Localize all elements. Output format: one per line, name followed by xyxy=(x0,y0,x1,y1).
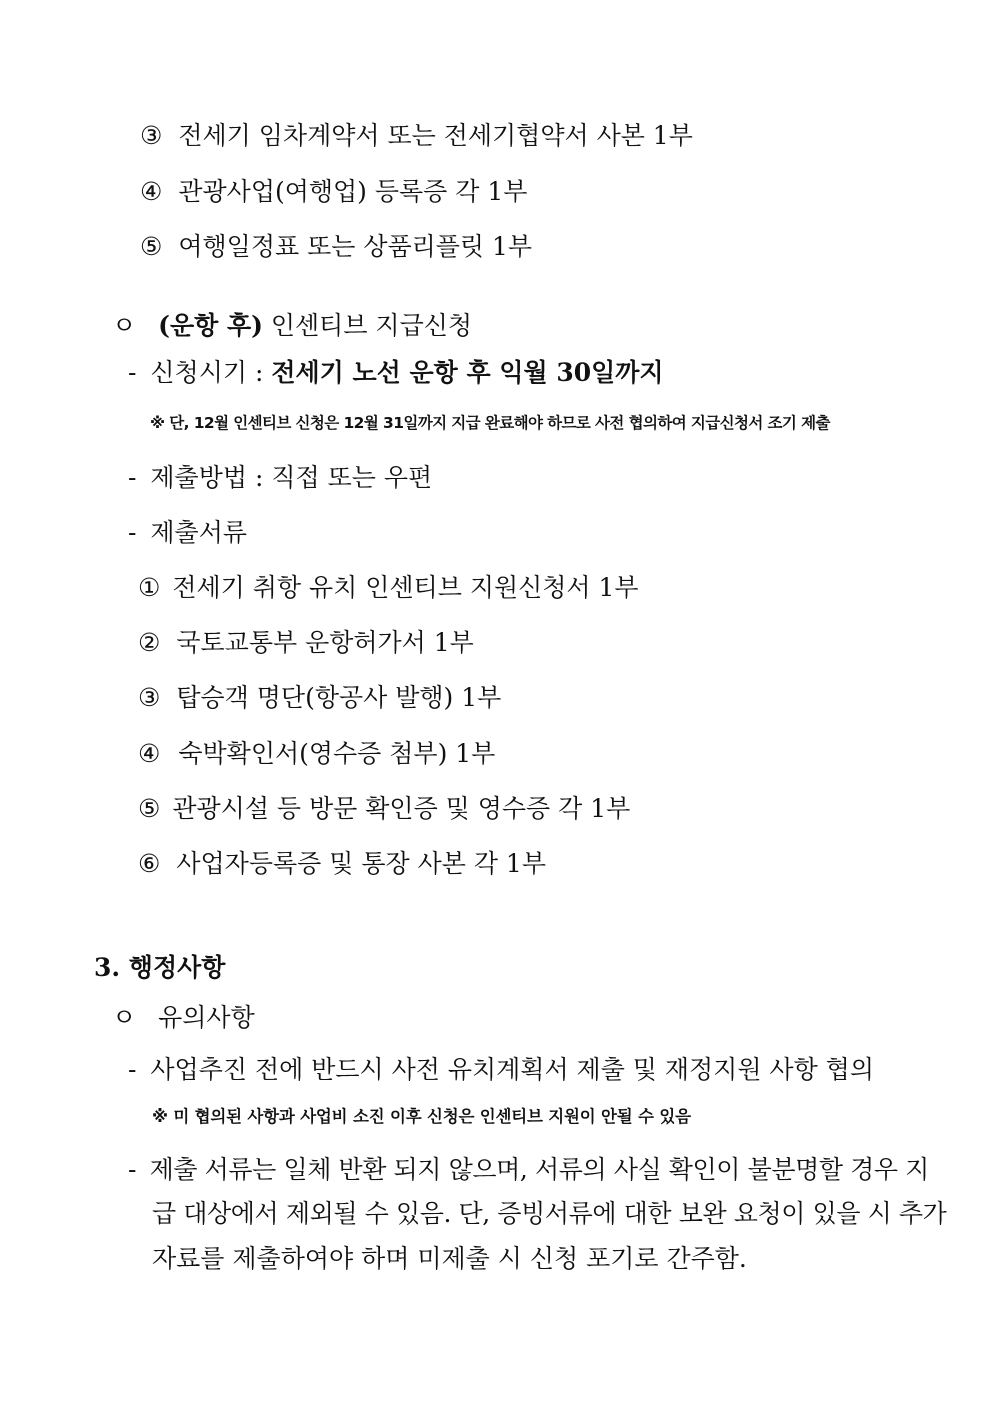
list-item xyxy=(140,231,532,263)
consult-item xyxy=(128,1054,874,1086)
consult-note: ※ 미 협의된 사항과 사업비 소진 이후 신청은 인센티브 지원이 안될 수 있음 xyxy=(152,1107,691,1126)
subsection-text: 유의사항 xyxy=(158,1003,255,1032)
item-number: ④ xyxy=(140,177,163,206)
list-item xyxy=(140,120,693,152)
docs-text: 제출서류 xyxy=(150,518,248,547)
timing-note: ※ 단, 12월 인센티브 신청은 12월 31일까지 지급 완료해야 하므로 사전 협의하여 지급신청서 조기 제출 xyxy=(150,414,830,432)
subsection-heading xyxy=(112,1002,255,1034)
list-item xyxy=(138,572,639,604)
list-item xyxy=(138,848,546,880)
item-text: 탑승객 명단(항공사 발행) 1부 xyxy=(176,683,502,712)
item-number: ⑤ xyxy=(138,794,161,823)
return-item xyxy=(128,1154,929,1186)
item-number: ⑥ xyxy=(138,849,161,878)
item-number: ① xyxy=(138,573,161,602)
item-text: 숙박확인서(영수증 첨부) 1부 xyxy=(178,739,496,768)
section-heading xyxy=(112,310,472,342)
return-text-line1: 제출 서류는 일체 반환 되지 않으며, 서류의 사실 확인이 불분명할 경우 지 xyxy=(149,1155,929,1184)
return-text-line3: 자료를 제출하여야 하며 미제출 시 신청 포기로 간주함. xyxy=(152,1244,747,1273)
heading-bold: (운항 후) xyxy=(158,311,263,340)
method-text: 제출방법 : 직접 또는 우편 xyxy=(150,463,433,492)
consult-text: 사업추진 전에 반드시 사전 유치계획서 제출 및 재정지원 사항 협의 xyxy=(150,1055,874,1084)
dash: - xyxy=(128,463,137,492)
dash: - xyxy=(128,1155,137,1184)
item-text: 국토교통부 운항허가서 1부 xyxy=(176,628,474,657)
list-item xyxy=(138,738,495,770)
list-item xyxy=(138,682,501,714)
item-text: 전세기 취항 유치 인센티브 지원신청서 1부 xyxy=(172,573,639,602)
bullet: ㅇ xyxy=(112,1003,137,1032)
list-item xyxy=(138,627,474,659)
return-text-line2: 급 대상에서 제외될 수 있음. 단, 증빙서류에 대한 보완 요청이 있을 시 추가 xyxy=(152,1199,947,1228)
section-title: 3. 행정사항 xyxy=(94,953,226,982)
docs-item xyxy=(128,517,247,549)
heading-text: 인센티브 지급신청 xyxy=(262,311,473,340)
list-item xyxy=(138,793,630,825)
item-number: ④ xyxy=(138,739,161,768)
item-number: ③ xyxy=(138,683,161,712)
method-item xyxy=(128,462,432,494)
item-text: 사업자등록증 및 통장 사본 각 1부 xyxy=(176,849,546,878)
item-number: ⑤ xyxy=(140,232,163,261)
timing-label: 신청시기 : xyxy=(150,358,272,387)
item-text: 전세기 임차계약서 또는 전세기협약서 사본 1부 xyxy=(178,121,693,150)
item-number: ③ xyxy=(140,121,163,150)
timing-item xyxy=(128,357,664,389)
timing-value: 전세기 노선 운항 후 익월 30일까지 xyxy=(271,358,664,387)
bullet: ㅇ xyxy=(112,311,137,340)
dash: - xyxy=(128,518,137,547)
list-item xyxy=(140,176,527,208)
dash: - xyxy=(128,358,137,387)
item-text: 여행일정표 또는 상품리플릿 1부 xyxy=(178,232,533,261)
dash: - xyxy=(128,1055,137,1084)
item-number: ② xyxy=(138,628,161,657)
item-text: 관광사업(여행업) 등록증 각 1부 xyxy=(178,177,528,206)
item-text: 관광시설 등 방문 확인증 및 영수증 각 1부 xyxy=(172,794,631,823)
